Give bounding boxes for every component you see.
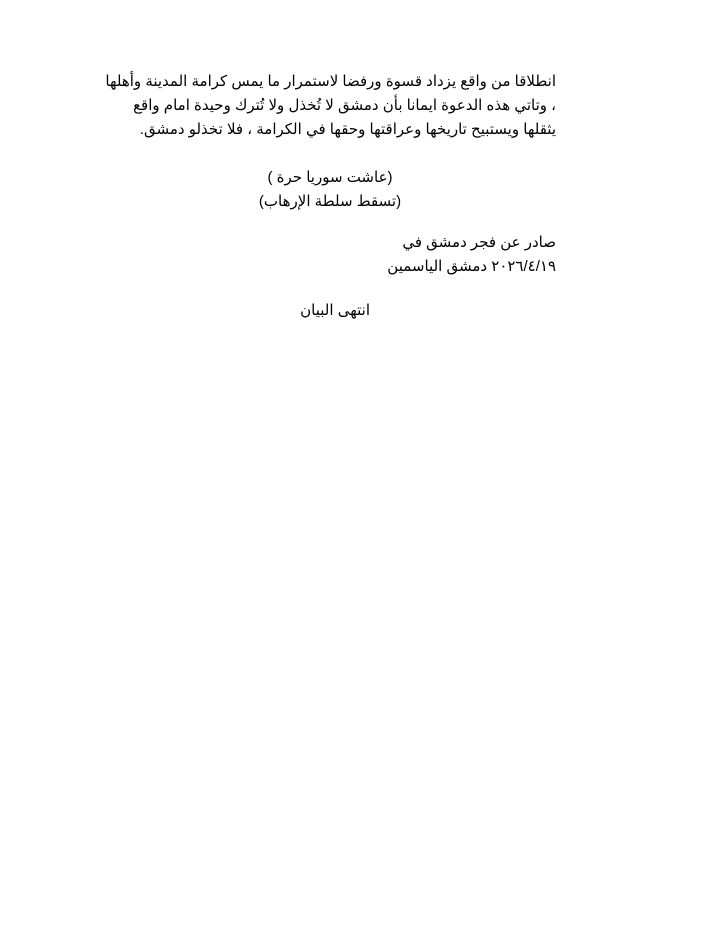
slogan-line: (تسقط سلطة الإرهاب)	[258, 193, 402, 210]
issuer-line: صادر عن فجر دمشق في	[402, 234, 556, 251]
statement-paragraph	[105, 70, 556, 142]
slogan-line: (عاشت سوريا حرة )	[267, 169, 393, 186]
paragraph-line: ، وتاتي هذه الدعوة ايمانا بأن دمشق لا تُخذل ولا تُترك وحيدة امام واقع	[133, 97, 556, 114]
statement-end: انتهى البيان	[300, 302, 370, 319]
issuer-block	[340, 231, 556, 279]
paragraph-line: يثقلها ويستبيح تاريخها وعراقتها وحقها في الكرامة ، فلا تخذلو دمشق.	[139, 121, 556, 138]
date-location-line: ٢٠٢٦/٤/١٩ دمشق الياسمين	[387, 258, 556, 275]
paragraph-line: انطلاقا من واقع يزداد قسوة ورفضا لاستمرار ما يمس كرامة المدينة وأهلها	[105, 73, 556, 90]
slogans-block	[250, 166, 410, 214]
